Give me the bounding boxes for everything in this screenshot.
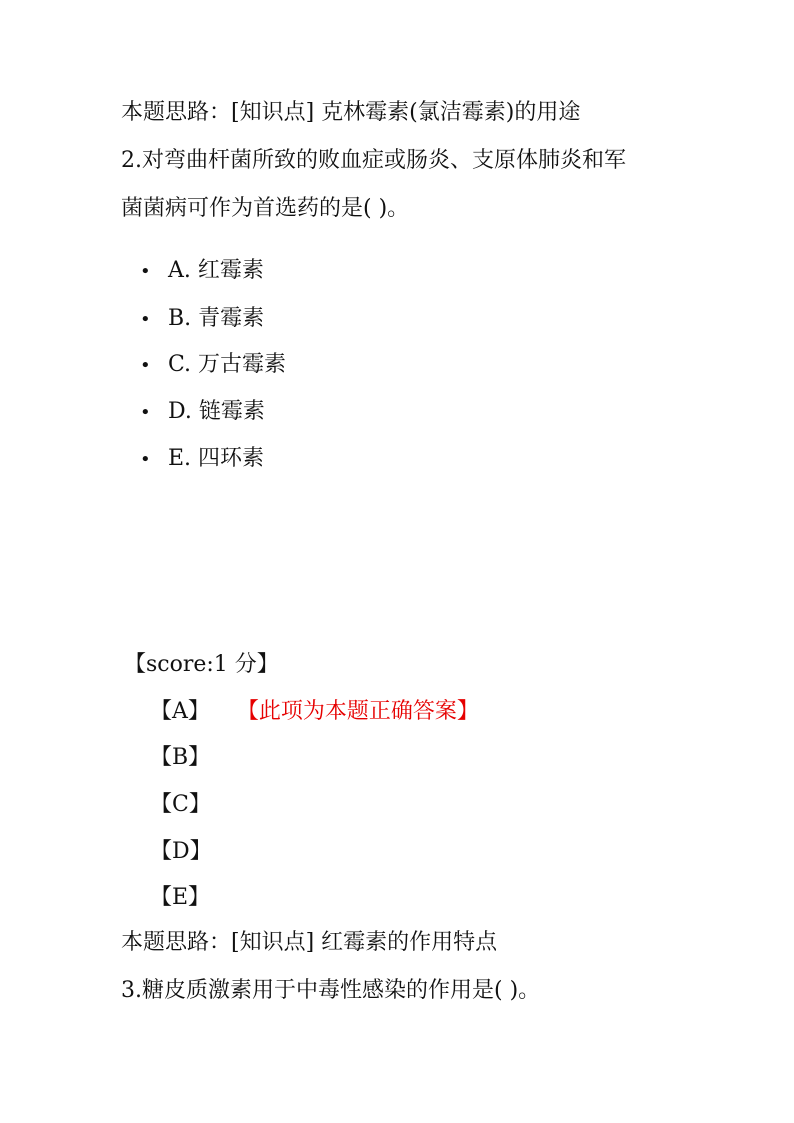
answer-e-label: 【E】 bbox=[150, 885, 211, 910]
option-c bbox=[140, 350, 286, 381]
answer-a-label: 【A】 bbox=[150, 699, 210, 724]
bullet-icon: • bbox=[140, 309, 151, 330]
question-2-line-1: 2.对弯曲杆菌所致的败血症或肠炎、支原体肺炎和军 bbox=[121, 148, 626, 173]
answer-a bbox=[150, 697, 479, 727]
answer-b-label: 【B】 bbox=[150, 745, 211, 770]
option-e-text: E. 四环素 bbox=[168, 446, 265, 471]
option-a bbox=[140, 256, 264, 287]
bullet-icon: • bbox=[140, 261, 151, 282]
question-3: 3.糖皮质激素用于中毒性感染的作用是( )。 bbox=[121, 978, 541, 1003]
score-label: 【score:1 分】 bbox=[124, 652, 279, 677]
answer-c bbox=[150, 790, 211, 820]
question-2-line-2: 菌菌病可作为首选药的是( )。 bbox=[121, 196, 410, 221]
option-d bbox=[140, 397, 265, 428]
answer-e bbox=[150, 883, 210, 913]
correct-answer-note: 【此项为本题正确答案】 bbox=[247, 699, 479, 724]
bullet-icon: • bbox=[140, 449, 151, 470]
previous-explanation: 本题思路：[知识点] 克林霉素(氯洁霉素)的用途 bbox=[121, 100, 581, 125]
bullet-icon: • bbox=[140, 402, 151, 423]
explanation: 本题思路：[知识点] 红霉素的作用特点 bbox=[121, 930, 498, 955]
option-d-text: D. 链霉素 bbox=[168, 399, 265, 424]
option-c-text: C. 万古霉素 bbox=[168, 352, 287, 377]
option-e bbox=[140, 444, 264, 475]
answer-d-label: 【D】 bbox=[150, 839, 212, 864]
answer-c-label: 【C】 bbox=[150, 792, 211, 817]
answer-b bbox=[150, 743, 210, 773]
option-a-text: A. 红霉素 bbox=[168, 258, 264, 283]
option-b-text: B. 青霉素 bbox=[168, 306, 265, 331]
answer-d bbox=[150, 837, 212, 867]
option-b bbox=[140, 304, 264, 335]
bullet-icon: • bbox=[140, 355, 151, 376]
